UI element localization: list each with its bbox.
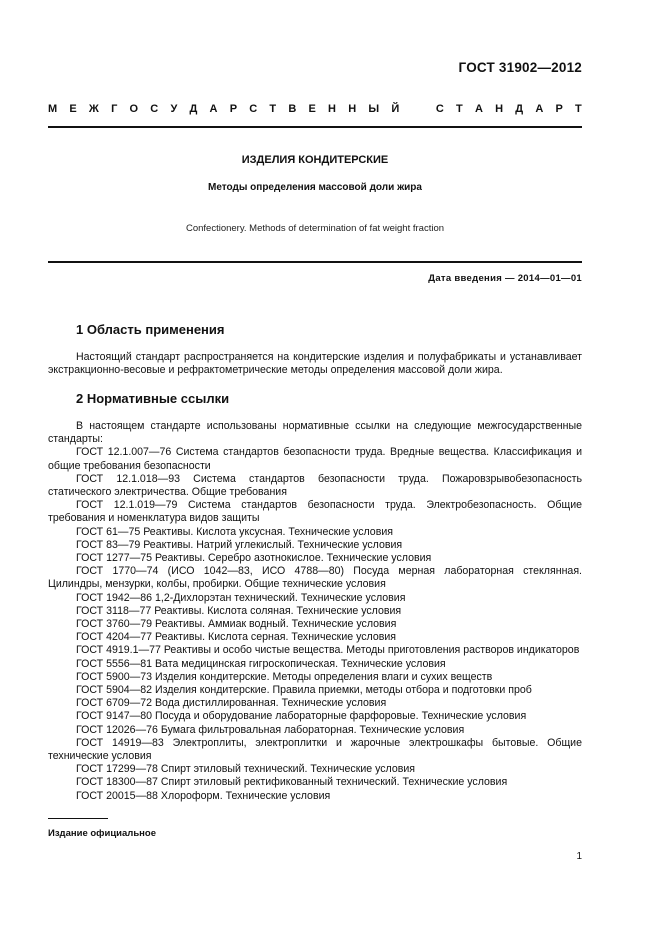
banner-letter: Т xyxy=(456,103,463,115)
footer-rule xyxy=(48,818,108,819)
banner-letter: С xyxy=(150,103,159,115)
reference-item: ГОСТ 3760—79 Реактивы. Аммиак водный. Технические условия xyxy=(76,618,397,631)
reference-item: ГОСТ 12.1.019—79 Система стандартов безопасности труда. Электробезопасность. Общие требования и номенклатура видов защиты xyxy=(48,499,582,525)
banner-letter: Д xyxy=(189,103,198,115)
reference-item: ГОСТ 4919.1—77 Реактивы и особо чистые вещества. Методы приготовления растворов индикаторов xyxy=(76,644,580,657)
reference-item: ГОСТ 9147—80 Посуда и оборудование лабораторные фарфоровые. Технические условия xyxy=(76,710,527,723)
banner-letter: А xyxy=(535,103,544,115)
document-subtitle: Методы определения массовой доли жира xyxy=(208,182,422,193)
edition-label: Издание официальное xyxy=(48,828,156,839)
reference-item: ГОСТ 5904—82 Изделия кондитерские. Правила приемки, методы отбора и подготовки проб xyxy=(76,684,532,697)
section-1-heading: 1 Область применения xyxy=(76,322,225,337)
interstate-standard-banner xyxy=(48,103,582,115)
reference-list xyxy=(48,446,582,802)
reference-item: ГОСТ 61—75 Реактивы. Кислота уксусная. Технические условия xyxy=(76,525,393,538)
banner-letter: Н xyxy=(328,103,336,115)
introduction-date: Дата введения — 2014—01—01 xyxy=(428,273,582,284)
section-2-heading: 2 Нормативные ссылки xyxy=(76,391,230,406)
banner-letter: Р xyxy=(229,103,238,115)
banner-letter: Ы xyxy=(368,103,380,115)
reference-item: ГОСТ 4204—77 Реактивы. Кислота серная. Технические условия xyxy=(76,631,397,644)
banner-letter: Н xyxy=(495,103,504,115)
reference-item: ГОСТ 5556—81 Вата медицинская гигроскопическая. Технические условия xyxy=(76,657,446,670)
banner-letter: С xyxy=(435,103,444,115)
reference-item: ГОСТ 5900—73 Изделия кондитерские. Методы определения влаги и сухих веществ xyxy=(76,670,493,683)
reference-item: ГОСТ 1942—86 1,2-Дихлорэтан технический. Технические условия xyxy=(76,591,406,604)
reference-item: ГОСТ 18300—87 Спирт этиловый ректификованный технический. Технические условия xyxy=(76,776,508,789)
reference-item: ГОСТ 14919—83 Электроплиты, электроплитки и жарочные электрошкафы бытовые. Общие технические условия xyxy=(48,736,582,763)
banner-letter: У xyxy=(170,103,178,115)
header-divider xyxy=(48,126,582,128)
banner-letter: А xyxy=(209,103,218,115)
reference-item: ГОСТ 6709—72 Вода дистиллированная. Технические условия xyxy=(76,697,387,710)
reference-item: ГОСТ 3118—77 Реактивы. Кислота соляная. Технические условия xyxy=(76,604,402,617)
reference-item: ГОСТ 12.1.018—93 Система стандартов безопасности труда. Пожаровзрывобезопасность статического электричества. Общие требования xyxy=(48,472,582,499)
banner-letter: Р xyxy=(555,103,563,115)
reference-item: ГОСТ 1770—74 (ИСО 1042—83, ИСО 4788—80) Посуда мерная лабораторная стеклянная. Цилиндры, мензурки, колбы, пробирки. Общие технические условия xyxy=(48,565,582,591)
banner-letter: Т xyxy=(575,103,582,115)
reference-item: ГОСТ 17299—78 Спирт этиловый технический. Технические условия xyxy=(76,763,416,776)
document-title: ИЗДЕЛИЯ КОНДИТЕРСКИЕ xyxy=(241,154,389,166)
banner-letter: С xyxy=(249,103,258,115)
page-number: 1 xyxy=(576,851,582,862)
normative-references xyxy=(48,420,582,803)
section-1-body xyxy=(48,351,582,377)
banner-letter: Е xyxy=(69,103,77,115)
banner-letter: Д xyxy=(515,103,524,115)
reference-item: ГОСТ 83—79 Реактивы. Натрий углекислый. Технические условия xyxy=(76,538,403,551)
banner-letter: Г xyxy=(111,103,118,115)
reference-item: ГОСТ 12.1.007—76 Система стандартов безопасности труда. Вредные вещества. Классификация и общие требования безопасности xyxy=(48,446,582,472)
banner-letter: Ж xyxy=(88,103,99,115)
reference-item: ГОСТ 12026—76 Бумага фильтровальная лабораторная. Технические условия xyxy=(76,723,465,736)
title-divider xyxy=(48,261,582,263)
banner-letter: М xyxy=(48,103,58,115)
banner-letter: Е xyxy=(308,103,316,115)
banner-letter: Т xyxy=(269,103,277,115)
reference-item: ГОСТ 20015—88 Хлороформ. Технические условия xyxy=(76,789,331,802)
banner-letter: Н xyxy=(348,103,357,115)
standard-code: ГОСТ 31902—2012 xyxy=(458,60,582,75)
english-title: Confectionery. Methods of determination of fat weight fraction xyxy=(185,223,445,234)
banner-letter: А xyxy=(474,103,483,115)
section-1-paragraph: Настоящий стандарт распространяется на кондитерские изделия и полуфабрикаты и устанавливает экстракционно-весовые и рефрактометрические методы определения массовой доли жира. xyxy=(48,351,582,377)
reference-item: ГОСТ 1277—75 Реактивы. Серебро азотнокислое. Технические условия xyxy=(76,552,432,565)
references-intro: В настоящем стандарте использованы нормативные ссылки на следующие межгосударственные стандарты: xyxy=(48,420,582,446)
banner-letter: О xyxy=(129,103,139,115)
banner-letter: Й xyxy=(391,103,400,115)
banner-letter: В xyxy=(288,103,297,115)
